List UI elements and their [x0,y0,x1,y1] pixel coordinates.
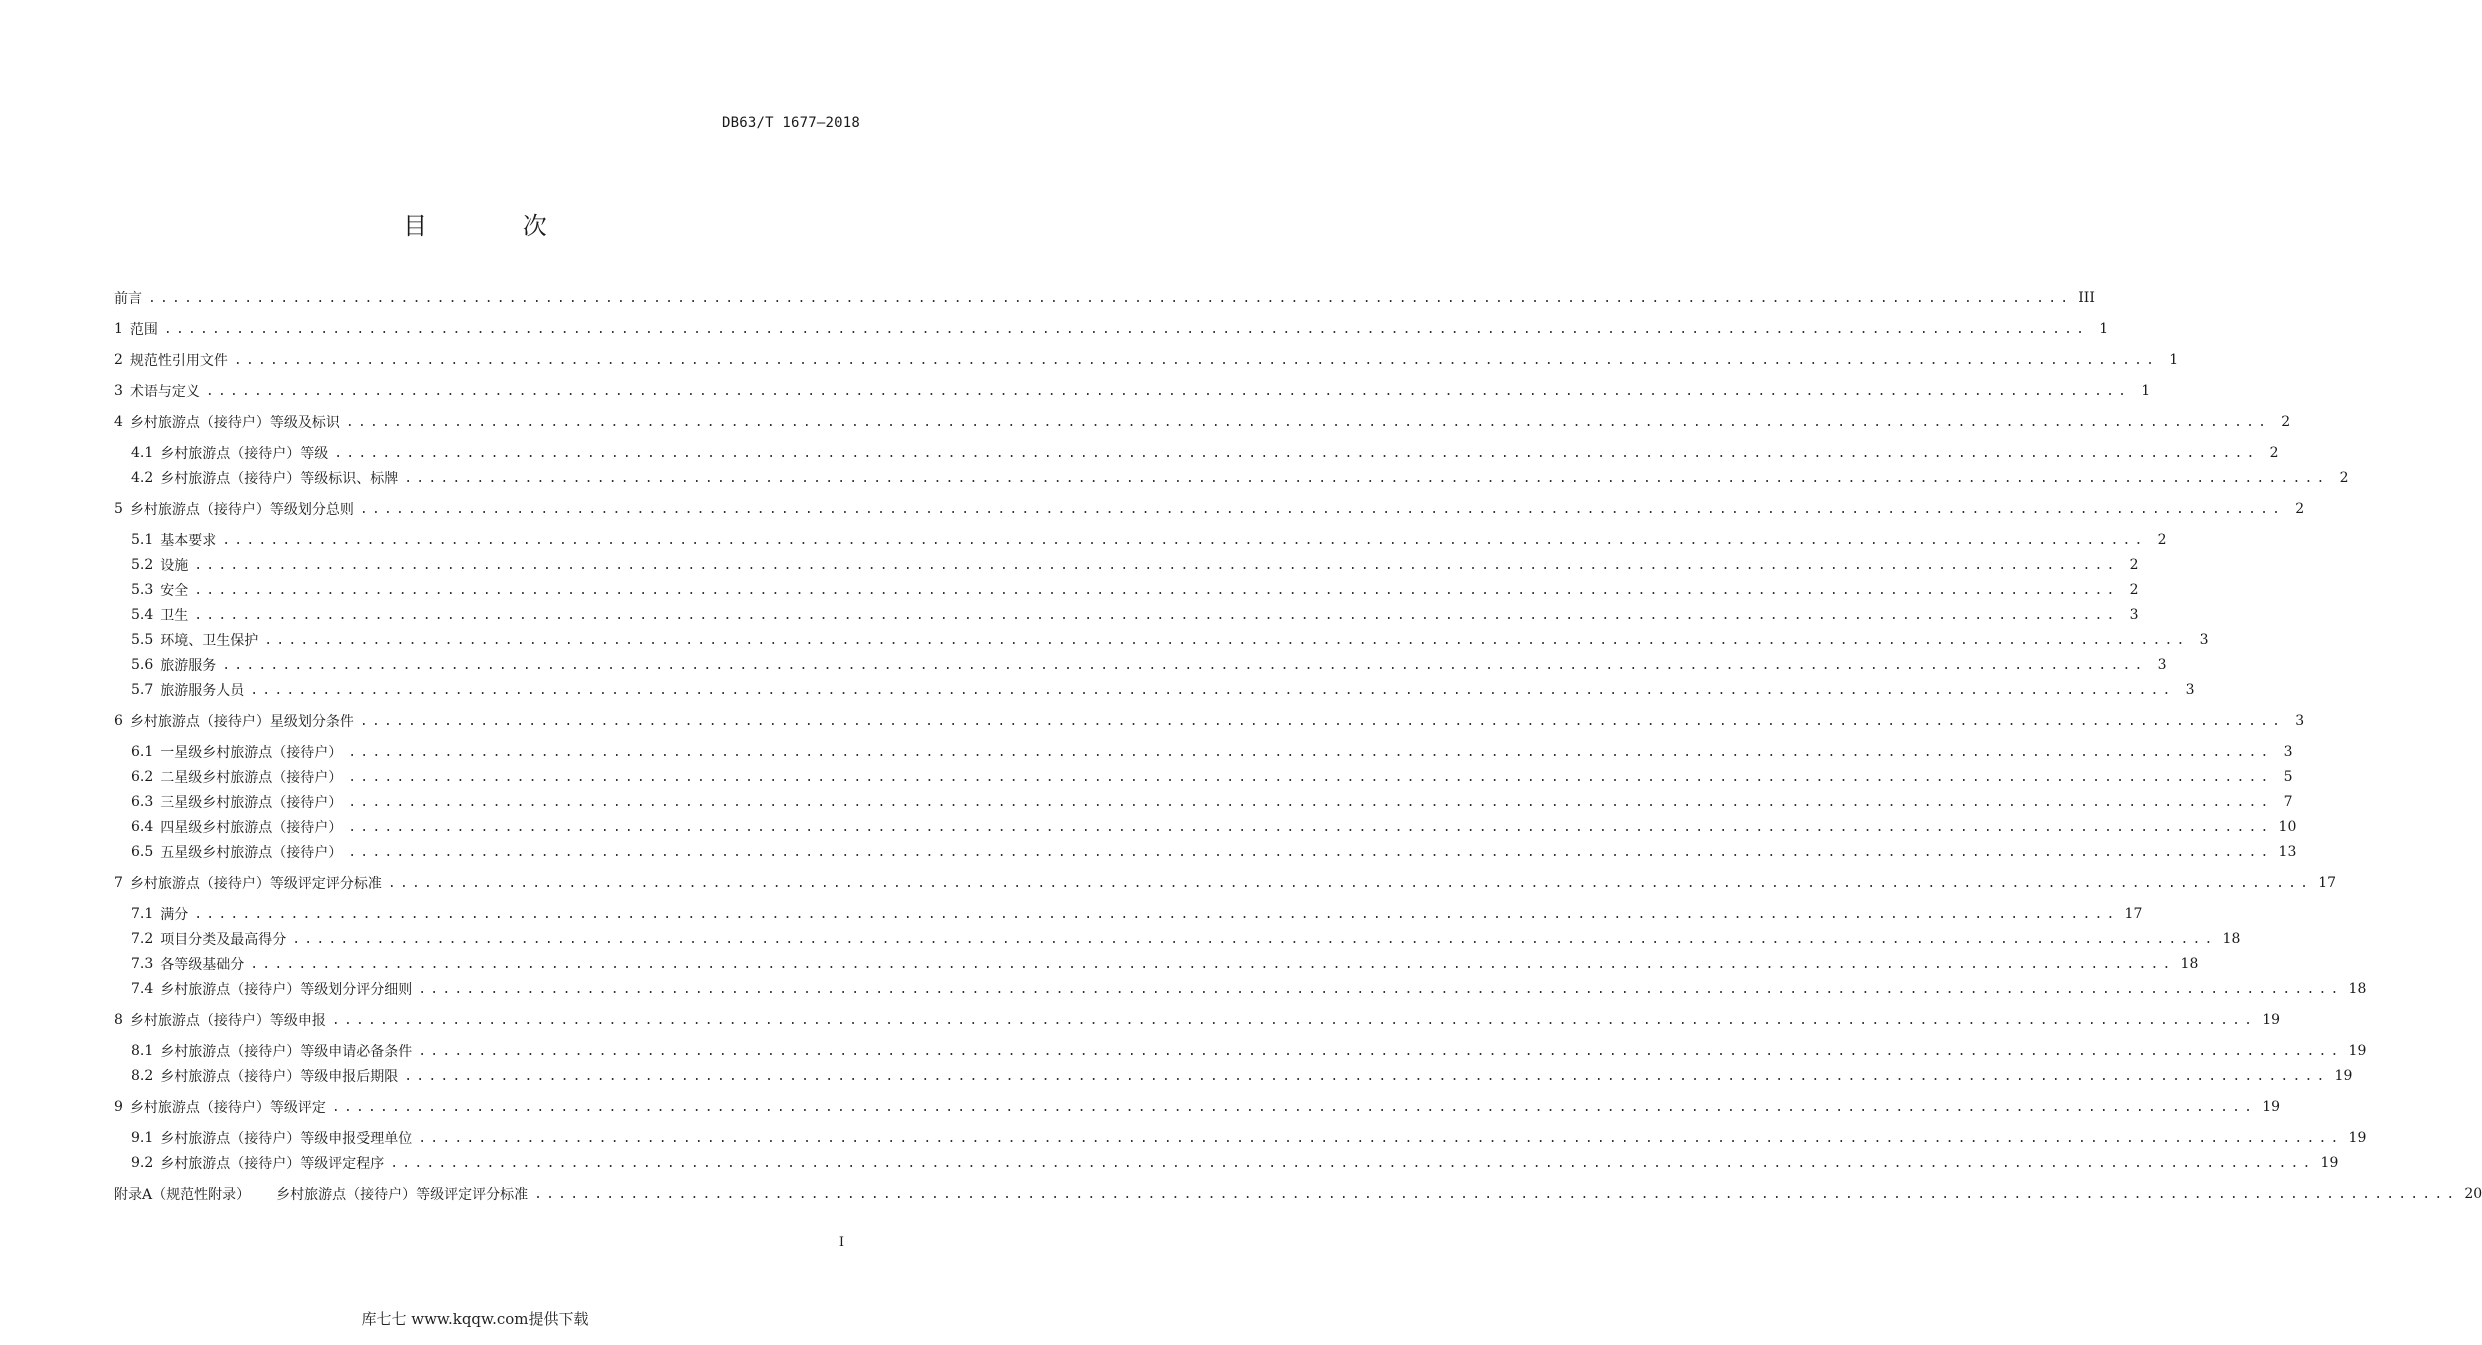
toc-entry-number: 4.2 [131,470,154,486]
dot-leader: ................................................................................................................................................................ [194,607,2119,623]
toc-entry-label: 三星级乡村旅游点（接待户） [160,795,343,811]
toc-entry-label: 乡村旅游点（接待户）等级划分评分细则 [160,982,413,998]
toc-entry[interactable] [131,1040,2367,1062]
dot-leader: ................................................................................................................................................................ [292,931,2217,947]
toc-entry-number: 6.2 [131,769,154,785]
toc-entry[interactable] [131,1152,2339,1174]
dot-leader: ................................................................................................................................................................ [205,383,2131,399]
toc-entry-number: 5 [114,501,123,517]
dot-leader: ................................................................................................................................................................ [359,501,2285,517]
dot-leader: ................................................................................................................................................................ [418,1043,2343,1059]
dot-leader: ................................................................................................................................................................ [418,1130,2343,1146]
toc-entry-page: 2 [2129,557,2139,573]
toc-entry-number: 6.4 [131,819,154,835]
toc-entry-page: 3 [2283,744,2293,760]
toc-entry-label: 卫生 [160,608,189,624]
toc-entry[interactable] [131,766,2293,788]
toc-entry-page: 1 [2169,352,2179,368]
toc-entry[interactable] [131,791,2293,813]
dot-leader: ................................................................................................................................................................ [148,290,2073,306]
dot-leader: ................................................................................................................................................................ [348,744,2273,760]
toc-entry[interactable] [114,1096,2281,1118]
toc-entry-label: 乡村旅游点（接待户）等级申请必备条件 [160,1044,413,1060]
toc-entry-page: 10 [2278,819,2297,835]
toc-entry-label: 乡村旅游点（接待户）等级申报受理单位 [160,1131,413,1147]
toc-entry-number: 1 [114,321,123,337]
toc-entry-page: 19 [2348,1130,2367,1146]
toc-entry[interactable] [131,604,2139,626]
toc-entry-page: 2 [2281,414,2291,430]
dot-leader: ................................................................................................................................................................ [331,1012,2257,1028]
toc-entry-label: 乡村旅游点（接待户）等级 [160,446,329,462]
toc-entry-number: 5.3 [131,582,154,598]
dot-leader: ................................................................................................................................................................ [359,713,2285,729]
toc-entry-page: 19 [2320,1155,2339,1171]
toc-entry-number: 9.1 [131,1130,154,1146]
dot-leader: ................................................................................................................................................................ [331,1099,2257,1115]
toc-entry-page: 19 [2262,1099,2281,1115]
toc-entry[interactable] [114,1009,2281,1031]
download-footer: 库七七 www.kqqw.com提供下载 [361,1310,589,1328]
toc-entry[interactable] [114,872,2337,894]
toc-entry[interactable] [131,978,2367,1000]
toc-entry-page: 3 [2185,682,2195,698]
toc-entry-page: 17 [2318,875,2337,891]
toc-entry-number: 6.1 [131,744,154,760]
toc-entry-label: 乡村旅游点（接待户）等级评定评分标准 [276,1187,529,1203]
toc-entry-label: 安全 [160,583,189,599]
toc-entry[interactable] [131,679,2195,701]
toc-entry[interactable] [131,654,2167,676]
dot-leader: ................................................................................................................................................................ [222,657,2147,673]
toc-entry-page: 5 [2283,769,2293,785]
toc-entry-label: 基本要求 [160,533,217,549]
toc-entry-label: 乡村旅游点（接待户）等级申报后期限 [160,1069,399,1085]
dot-leader: ................................................................................................................................................................ [348,769,2273,785]
dot-leader: ................................................................................................................................................................ [250,956,2175,972]
toc-entry-label: 乡村旅游点（接待户）等级及标识 [129,415,340,431]
toc-entry[interactable] [131,1065,2353,1087]
toc-entry-label: 环境、卫生保护 [160,633,259,649]
toc-entry-number: 7.2 [131,931,154,947]
toc-entry[interactable] [131,629,2209,651]
toc-entry-label: 五星级乡村旅游点（接待户） [160,845,343,861]
toc-entry-label: 范围 [129,322,158,338]
toc-entry-label: 乡村旅游点（接待户）等级申报 [129,1013,326,1029]
toc-entry-number: 7 [114,875,123,891]
toc-entry-label: 二星级乡村旅游点（接待户） [160,770,343,786]
toc-entry-label: 规范性引用文件 [129,353,228,369]
toc-entry-label: 项目分类及最高得分 [160,932,287,948]
toc-entry-number: 9 [114,1099,123,1115]
toc-entry[interactable] [114,318,2109,340]
document-id: DB63/T 1677—2018 [721,115,860,131]
dot-leader: ................................................................................................................................................................ [163,321,2089,337]
toc-entry-page: III [2078,290,2095,306]
toc-entry-number: 2 [114,352,123,368]
toc-entry-label: 乡村旅游点（接待户）等级评定程序 [160,1156,385,1172]
toc-entry-number: 5.7 [131,682,154,698]
toc-title: 目 次 [403,212,591,240]
toc-entry[interactable] [131,816,2297,838]
toc-entry-number: 5.2 [131,557,154,573]
dot-leader: ................................................................................................................................................................ [194,582,2119,598]
toc-entry-label: 术语与定义 [129,384,200,400]
toc-entry-number: 4 [114,414,123,430]
dot-leader: ................................................................................................................................................................ [345,414,2271,430]
toc-entry-label: 前言 [114,291,142,307]
toc-entry-page: 3 [2199,632,2209,648]
toc-entry-page: 18 [2348,981,2367,997]
toc-entry-page: 2 [2339,470,2349,486]
toc-entry-page: 3 [2157,657,2167,673]
toc-entry-label: 设施 [160,558,189,574]
toc-entry-page: 1 [2099,321,2109,337]
toc-entry-label: 乡村旅游点（接待户）等级划分总则 [129,502,354,518]
toc-entry-page: 18 [2180,956,2199,972]
dot-leader: ................................................................................................................................................................ [418,981,2343,997]
toc-entry-label: 旅游服务 [160,658,217,674]
toc-entry-number: 5.4 [131,607,154,623]
toc-entry-page: 2 [2129,582,2139,598]
toc-entry[interactable] [131,841,2297,863]
dot-leader: ................................................................................................................................................................ [194,557,2119,573]
toc-entry-number: 3 [114,383,123,399]
dot-leader: ................................................................................................................................................................ [390,1155,2315,1171]
dot-leader: ................................................................................................................................................................ [387,875,2313,891]
dot-leader: ................................................................................................................................................................ [348,844,2273,860]
toc-entry[interactable] [131,467,2349,489]
toc-entry-number: 5.5 [131,632,154,648]
dot-leader: ................................................................................................................................................................ [348,819,2273,835]
dot-leader: ................................................................................................................................................................ [222,532,2147,548]
toc-entry-number: 附录A（规范性附录） [114,1187,251,1203]
toc-entry-page: 17 [2124,906,2143,922]
toc-entry-number: 6 [114,713,123,729]
toc-entry-number: 4.1 [131,445,154,461]
page-number: I [838,1235,844,1250]
toc-entry[interactable] [131,529,2167,551]
toc-entry[interactable] [114,411,2291,433]
toc-entry-label: 乡村旅游点（接待户）星级划分条件 [129,714,354,730]
toc-entry-label: 乡村旅游点（接待户）等级标识、标牌 [160,471,399,487]
toc-entry-label: 四星级乡村旅游点（接待户） [160,820,343,836]
dot-leader: ................................................................................................................................................................ [534,1186,2459,1202]
dot-leader: ................................................................................................................................................................ [250,682,2175,698]
toc-entry-number: 8.1 [131,1043,154,1059]
toc-entry-label: 乡村旅游点（接待户）等级评定评分标准 [129,876,382,892]
toc-entry[interactable] [131,554,2139,576]
toc-entry-page: 2 [2157,532,2167,548]
toc-entry[interactable] [131,741,2293,763]
dot-leader: ................................................................................................................................................................ [233,352,2159,368]
toc-entry-page: 2 [2295,501,2305,517]
toc-entry[interactable] [114,287,2095,309]
toc-entry-number: 6.3 [131,794,154,810]
toc-entry[interactable] [131,903,2143,925]
toc-entry[interactable] [114,349,2179,371]
toc-entry[interactable] [131,579,2139,601]
toc-entry-label: 满分 [160,907,189,923]
toc-entry[interactable] [114,498,2305,520]
toc-entry[interactable] [131,928,2241,950]
toc-entry-page: 19 [2348,1043,2367,1059]
toc-entry-page: 19 [2262,1012,2281,1028]
toc-entry-number: 8.2 [131,1068,154,1084]
toc-entry-page: 19 [2334,1068,2353,1084]
toc-entry-page: 3 [2295,713,2305,729]
toc-entry[interactable] [114,710,2305,732]
toc-entry[interactable] [131,442,2279,464]
toc-entry[interactable] [131,953,2199,975]
toc-entry-number: 5.6 [131,657,154,673]
toc-entry-label: 乡村旅游点（接待户）等级评定 [129,1100,326,1116]
toc-entry-label: 各等级基础分 [160,957,245,973]
dot-leader: ................................................................................................................................................................ [334,445,2259,461]
toc-entry-page: 1 [2141,383,2151,399]
dot-leader: ................................................................................................................................................................ [404,470,2329,486]
toc-entry-page: 7 [2283,794,2293,810]
toc-entry[interactable] [114,1183,2482,1205]
toc-entry-number: 9.2 [131,1155,154,1171]
toc-entry-page: 2 [2269,445,2279,461]
dot-leader: ................................................................................................................................................................ [348,794,2273,810]
toc-entry-number: 7.3 [131,956,154,972]
toc-entry-page: 3 [2129,607,2139,623]
dot-leader: ................................................................................................................................................................ [264,632,2189,648]
toc-entry-label: 旅游服务人员 [160,683,245,699]
toc-entry[interactable] [131,1127,2367,1149]
toc-entry-page: 13 [2278,844,2297,860]
toc-entry-number: 6.5 [131,844,154,860]
toc-entry-page: 20 [2464,1186,2482,1202]
dot-leader: ................................................................................................................................................................ [404,1068,2329,1084]
toc-entry-number: 7.4 [131,981,154,997]
toc-entry-label: 一星级乡村旅游点（接待户） [160,745,343,761]
dot-leader: ................................................................................................................................................................ [194,906,2119,922]
toc-entry[interactable] [114,380,2151,402]
toc-entry-number: 8 [114,1012,123,1028]
toc-entry-page: 18 [2222,931,2241,947]
toc-entry-number: 5.1 [131,532,154,548]
toc-entry-number: 7.1 [131,906,154,922]
